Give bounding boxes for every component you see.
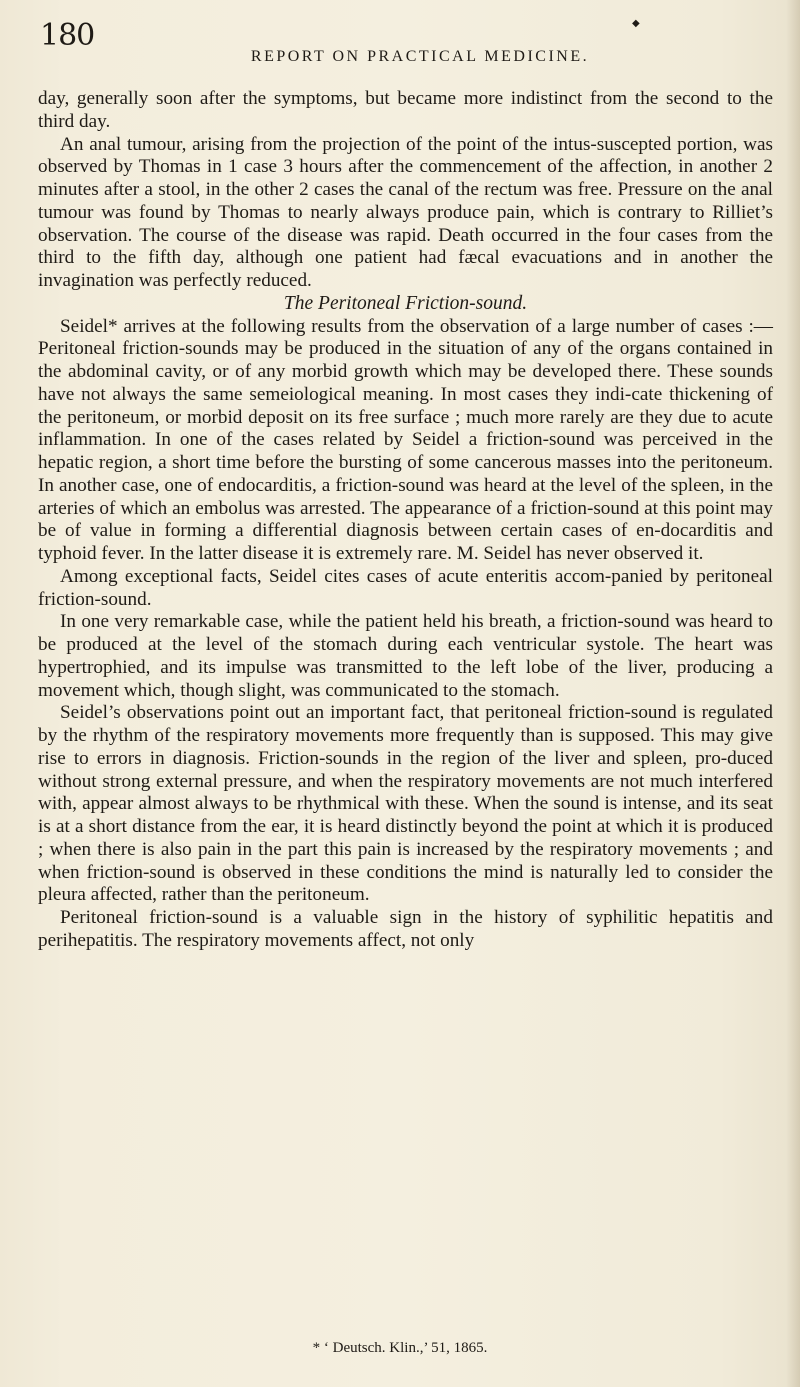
- body-text: [38, 88, 773, 953]
- paragraph: Seidel* arrives at the following results from the observation of a large number of cases :—Peritoneal friction-sounds may be produced in the situation of any of the organs contained in the abdominal cavity, or of any morbid growth which may be developed there. These sounds have not always the same semeiological meaning. In most cases they indi-cate thickening of the peritoneum, or morbid deposit on its free surface ; much more rarely are they due to acute inflammation. In one of the cases related by Seidel a friction-sound was perceived in the hepatic region, a short time before the bursting of some cancerous masses into the peritoneum. In another case, one of endocarditis, a friction-sound was heard at the level of the spleen, in the arteries of which an embolus was arrested. The appearance of a friction-sound at this point may be of value in forming a differential diagnosis between certain cases of en-docarditis and typhoid fever. In the latter disease it is extremely rare. M. Seidel has never observed it.: [38, 315, 773, 564]
- paragraph: An anal tumour, arising from the projection of the point of the intus-suscepted portion, was observed by Thomas in 1 case 3 hours after the commencement of the affection, in another 2 minutes after a stool, in the other 2 cases the canal of the rectum was free. Pressure on the anal tumour was found by Thomas to nearly always produce pain, which is contrary to Rilliet’s observation. The course of the disease was rapid. Death occurred in the four cases from the third to the fifth day, although one patient had fæcal evacuations and in another the invagination was perfectly reduced.: [38, 133, 773, 291]
- paragraph: Among exceptional facts, Seidel cites cases of acute enteritis accom-panied by peritoneal friction-sound.: [38, 565, 773, 610]
- binding-edge: [786, 0, 800, 1387]
- paragraph: Peritoneal friction-sound is a valuable sign in the history of syphilitic hepatitis and perihepatitis. The respiratory movements affect, not only: [38, 907, 773, 951]
- running-head: REPORT ON PRACTICAL MEDICINE.: [250, 48, 590, 65]
- header-mark: ◆: [632, 18, 640, 29]
- page-number: 180: [40, 18, 95, 53]
- page-header: [40, 18, 780, 78]
- paragraph: day, generally soon after the symptoms, but became more indistinct from the second to the third day.: [38, 88, 773, 132]
- paragraph: Seidel’s observations point out an important fact, that peritoneal friction-sound is regulated by the rhythm of the respiratory movements more frequently than is supposed. This may give rise to errors in diagnosis. Friction-sounds in the region of the liver and spleen, pro-duced without strong external pressure, and when the respiratory movements are not much interfered with, appear almost always to be rhythmical with these. When the sound is intense, and its seat is at a short distance from the ear, it is heard distinctly beyond the point at which it is produced ; when there is also pain in the part this pain is increased by the respiratory movements ; and when friction-sound is observed in these conditions the mind is naturally led to consider the pleura affected, rather than the peritoneum.: [38, 702, 773, 906]
- section-title: The Peritoneal Friction-sound.: [283, 292, 528, 314]
- footnote: * ‘ Deutsch. Klin.,’ 51, 1865.: [312, 1340, 488, 1356]
- paragraph: In one very remarkable case, while the patient held his breath, a friction-sound was heard to be produced at the level of the stomach during each ventricular systole. The heart was hypertrophied, and its impulse was transmitted to the left lobe of the liver, producing a movement which, though slight, was communicated to the stomach.: [38, 611, 773, 701]
